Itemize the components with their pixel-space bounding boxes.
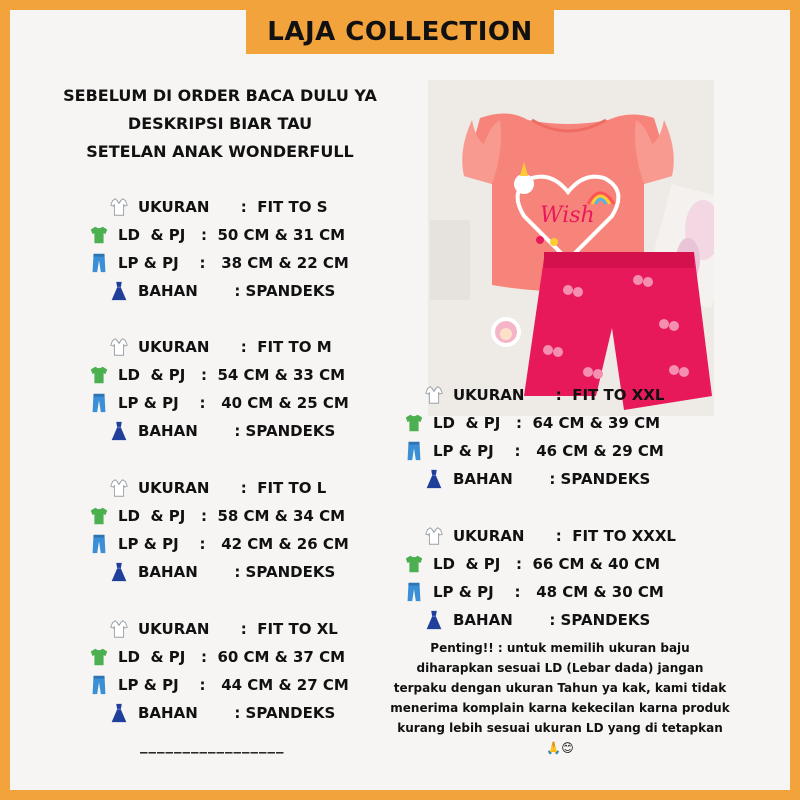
size-lppj-text: LP & PJ : 38 CM & 22 CM [118,254,349,272]
size-ldpj-text: LD & PJ : 60 CM & 37 CM [118,648,346,666]
dress-icon [423,468,445,490]
size-1-lppj-row [88,250,349,276]
size-bahan-text: BAHAN : SPANDEKS [138,704,336,722]
size-ukuran-text: UKURAN : FIT TO L [138,479,327,497]
jeans-icon [88,533,110,555]
size-lppj-text: LP & PJ : 40 CM & 25 CM [118,394,349,412]
separator-line: _________________ [140,736,285,754]
size-ukuran-text: UKURAN : FIT TO S [138,198,328,216]
size-4-ldpj-row [88,644,345,670]
dress-icon [108,702,130,724]
dress-icon [108,420,130,442]
size-ldpj-text: LD & PJ : 54 CM & 33 CM [118,366,346,384]
size-lppj-text: LP & PJ : 44 CM & 27 CM [118,676,349,694]
size-ldpj-text: LD & PJ : 64 CM & 39 CM [433,414,661,432]
size-2-bahan-row [108,418,335,444]
intro-line-2: DESKRIPSI BIAR TAU [127,114,313,133]
shirt-icon [108,477,130,499]
size-ldpj-text: LD & PJ : 66 CM & 40 CM [433,555,661,573]
shirt-print-text: Wish [540,203,595,228]
tshirt-icon [88,224,110,246]
size-3-lppj-row [88,531,349,557]
tshirt-icon [88,364,110,386]
tshirt-icon [88,646,110,668]
size-ukuran-text: UKURAN : FIT TO XXXL [453,527,676,545]
size-lppj-text: LP & PJ : 46 CM & 29 CM [433,442,664,460]
size-ukuran-text: UKURAN : FIT TO XXL [453,386,665,404]
jeans-icon [88,392,110,414]
jeans-icon [403,581,425,603]
intro-line-1: SEBELUM DI ORDER BACA DULU YA [63,86,377,105]
size-3-bahan-row [108,559,335,585]
size-6-ukuran-row [423,523,676,549]
size-6-ldpj-row [403,551,660,577]
size-1-ldpj-row [88,222,345,248]
tshirt-icon [403,553,425,575]
size-6-bahan-row [423,607,650,633]
size-5-ldpj-row [403,410,660,436]
size-4-ukuran-row [108,616,338,642]
size-lppj-text: LP & PJ : 48 CM & 30 CM [433,583,664,601]
size-lppj-text: LP & PJ : 42 CM & 26 CM [118,535,349,553]
shirt-icon [423,525,445,547]
size-1-bahan-row [108,278,335,304]
intro-line-3: SETELAN ANAK WONDERFULL [86,142,354,161]
shirt-icon [108,196,130,218]
jeans-icon [88,674,110,696]
size-bahan-text: BAHAN : SPANDEKS [453,611,651,629]
size-2-ukuran-row [108,334,332,360]
tshirt-icon [403,412,425,434]
shirt-icon [108,336,130,358]
size-ukuran-text: UKURAN : FIT TO XL [138,620,338,638]
size-1-ukuran-row [108,194,328,220]
product-photo [428,80,714,416]
dress-icon [108,280,130,302]
page-title: LAJA COLLECTION [246,10,554,54]
dress-icon [108,561,130,583]
size-bahan-text: BAHAN : SPANDEKS [453,470,651,488]
product-illustration [428,80,714,416]
tshirt-icon [88,505,110,527]
size-bahan-text: BAHAN : SPANDEKS [138,282,336,300]
size-5-lppj-row [403,438,664,464]
shirt-icon [108,618,130,640]
important-note: Penting!! : untuk memilih ukuran baju diharapkan sesuai LD (Lebar dada) jangan terpaku dengan ukuran Tahun ya kak, kami tidak menerima komplain karna kekecilan karna produk kurang lebih sesuai ukuran LD yang di tetapkan 🙏😊 [390,641,730,755]
size-4-bahan-row [108,700,335,726]
size-2-ldpj-row [88,362,345,388]
size-5-ukuran-row [423,382,664,408]
size-3-ukuran-row [108,475,326,501]
size-ldpj-text: LD & PJ : 50 CM & 31 CM [118,226,346,244]
size-ldpj-text: LD & PJ : 58 CM & 34 CM [118,507,346,525]
size-bahan-text: BAHAN : SPANDEKS [138,422,336,440]
shirt-icon [423,384,445,406]
size-ukuran-text: UKURAN : FIT TO M [138,338,332,356]
jeans-icon [403,440,425,462]
jeans-icon [88,252,110,274]
size-4-lppj-row [88,672,349,698]
size-6-lppj-row [403,579,664,605]
size-2-lppj-row [88,390,349,416]
size-bahan-text: BAHAN : SPANDEKS [138,563,336,581]
size-5-bahan-row [423,466,650,492]
dress-icon [423,609,445,631]
size-3-ldpj-row [88,503,345,529]
